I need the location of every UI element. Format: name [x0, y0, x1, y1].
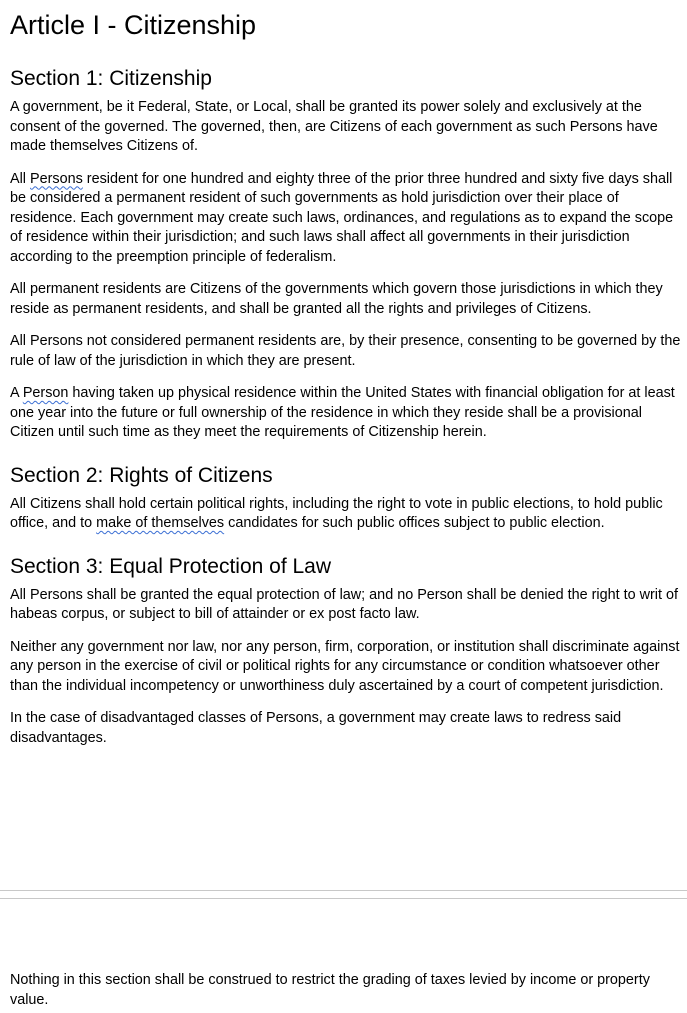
- paragraph: [10, 384, 682, 443]
- section-heading: Section 3: Equal Protection of Law: [10, 554, 332, 578]
- paragraph: All Persons shall be granted the equal protection of law; and no Person shall be denied the right to writ of habeas corpus, or subject to bill of attainder or ex post facto law.: [10, 586, 678, 622]
- paragraph-text: candidates for such public offices subject to public election.: [224, 515, 605, 531]
- section-citizenship: [10, 66, 682, 443]
- article-title: Article I - Citizenship: [10, 10, 257, 40]
- paragraph: [10, 495, 682, 534]
- spellcheck-flagged-phrase[interactable]: make of themselves: [96, 515, 225, 531]
- paragraph-text: having taken up physical residence within the United States with financial obligation for at least one year into the future or full ownership of the residence in which they reside shall be a provisional Citizen until such time as they meet the requirements of Citizenship herein.: [10, 385, 675, 440]
- paragraph-text: All Citizens shall hold certain political rights, including the right to vote in public elections, to hold public office, and to: [10, 495, 663, 531]
- paragraph: Nothing in this section shall be construed to restrict the grading of taxes levied by income or property value.: [10, 972, 650, 1008]
- paragraph-text: All: [10, 170, 30, 187]
- paragraph: Neither any government nor law, nor any person, firm, corporation, or institution shall discriminate against any person in the exercise of civil or political rights for any circumstance or condition whatsoever other than the individual incompetency or unworthiness duly ascertained by a court of competent jurisdiction.: [10, 638, 680, 694]
- section-heading: Section 1: Citizenship: [10, 67, 212, 90]
- spellcheck-flagged-word[interactable]: Person: [22, 385, 69, 401]
- section-rights-of-citizens: [10, 463, 682, 534]
- paragraph: A government, be it Federal, State, or Local, shall be granted its power solely and exclusively at the consent of the governed. The governed, then, are Citizens of each government as such Persons have made themselves Citizens of.: [10, 99, 658, 154]
- paragraph: [10, 170, 682, 268]
- document-body[interactable]: [10, 8, 682, 768]
- paragraph: In the case of disadvantaged classes of Persons, a government may create laws to redress said disadvantages.: [10, 710, 622, 746]
- paragraph: All permanent residents are Citizens of the governments which govern those jurisdictions in which they reside as permanent residents, and shall be granted all the rights and privileges of Citizens.: [10, 281, 663, 317]
- paragraph-text: A: [10, 385, 23, 401]
- paragraph: All Persons not considered permanent residents are, by their presence, consenting to be governed by the rule of law of the jurisdiction in which they are present.: [10, 333, 681, 369]
- section-equal-protection: [10, 554, 682, 749]
- paragraph-text: resident for one hundred and eighty three of the prior three hundred and sixty five days shall be considered a permanent resident of such governments as hold jurisdiction over their place of residence. Each government may create such laws, ordinances, and regulations as to expand the scope of residence within their jurisdiction; and such laws shall affect all governments in their jurisdiction according to the preemption principle of federalism.: [10, 170, 674, 265]
- spellcheck-flagged-word[interactable]: Persons: [30, 170, 83, 187]
- document-page-2[interactable]: [0, 899, 687, 1013]
- page-break-divider: [0, 890, 687, 899]
- section-heading: Section 2: Rights of Citizens: [10, 463, 273, 487]
